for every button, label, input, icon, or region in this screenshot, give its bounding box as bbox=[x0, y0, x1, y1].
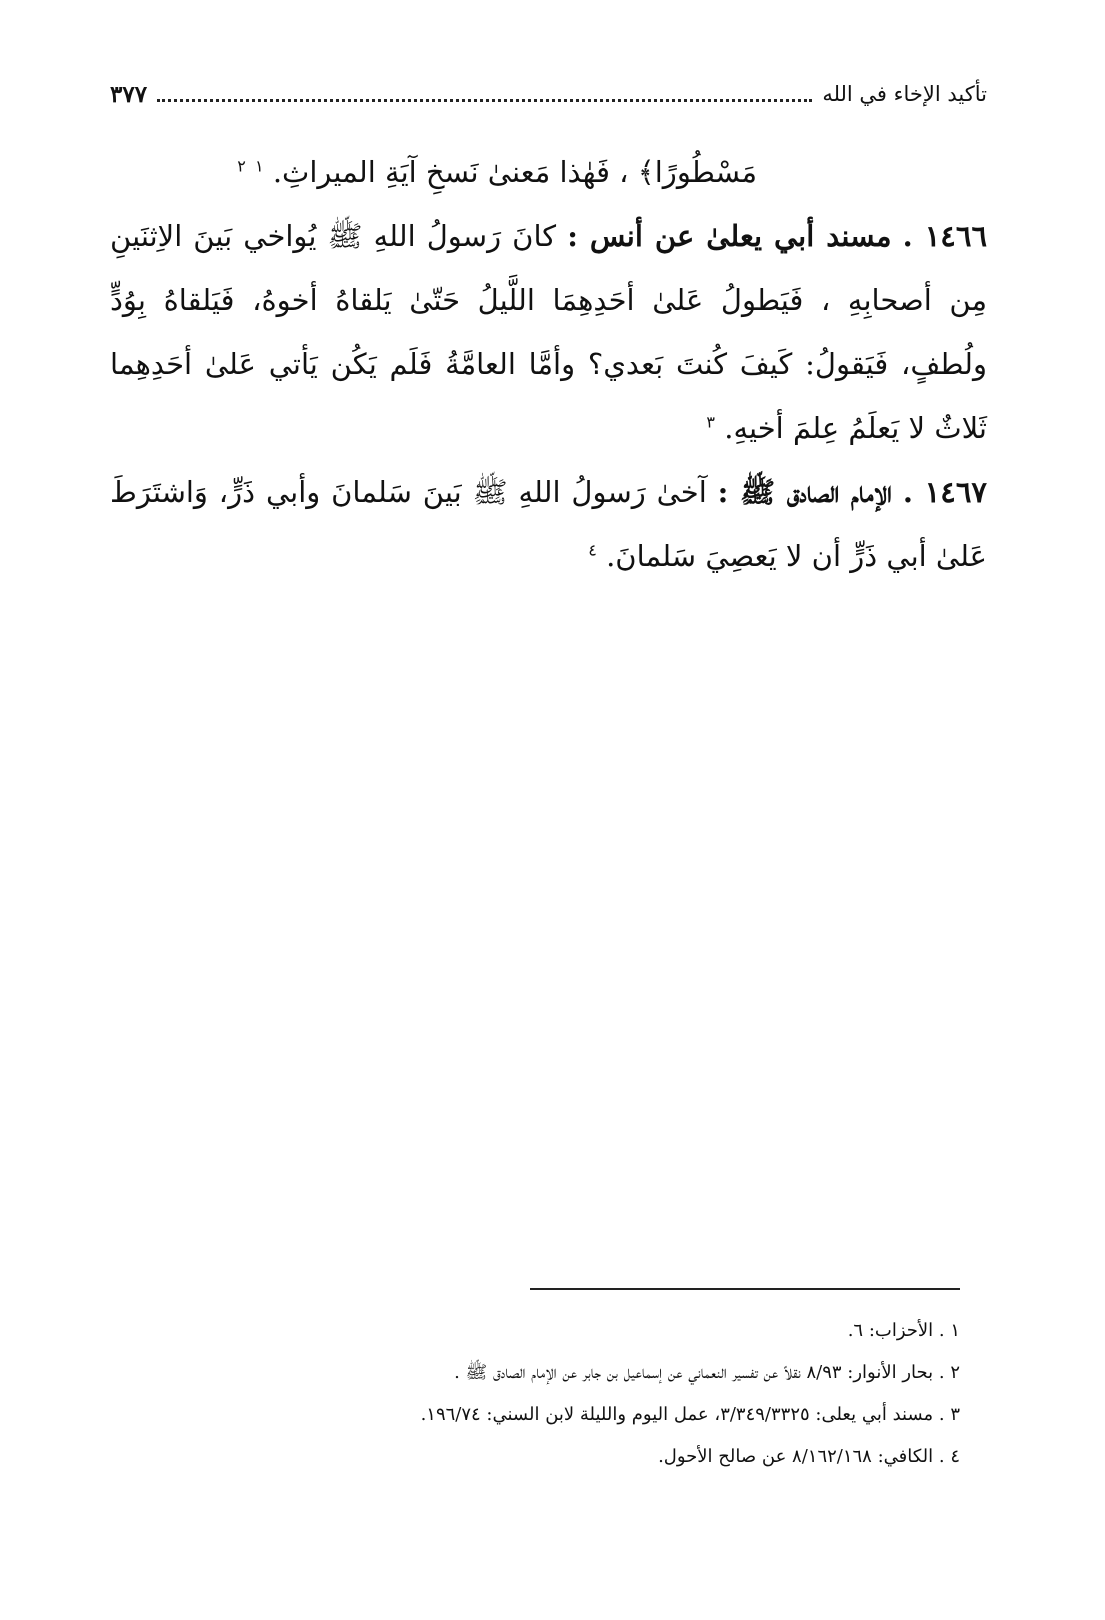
hadith-number: ١٤٦٦ . bbox=[902, 219, 988, 253]
footnote-separator bbox=[530, 1288, 960, 1290]
hadith-source: مسند أبي يعلىٰ عن أنس : bbox=[567, 219, 892, 253]
header-title: تأكيد الإخاء في الله bbox=[822, 82, 987, 106]
hadith-1467 bbox=[110, 460, 987, 588]
hadith-1466 bbox=[110, 204, 987, 460]
continuation-paragraph bbox=[110, 140, 987, 204]
footnote-4: ٤ . الكافي: ٨/١٦٢/١٦٨ عن صالح الأحول. bbox=[658, 1446, 960, 1467]
main-text bbox=[110, 140, 987, 588]
hadith-text: كانَ رَسولُ اللهِ ﷺ يُواخي بَينَ الاِثنَينِ مِن أصحابِهِ ، فَيَطولُ عَلىٰ أحَدِهِمَا اللَّيلُ حَتّىٰ يَلقاهُ أخوهُ، فَيَلقاهُ بِوُدٍّ ولُطفٍ، فَيَقولُ: كَيفَ كُنتَ بَعدي؟ وأمَّا العامَّةُ فَلَم يَكُن يَأتي عَلىٰ أحَدِهِما ثَلاثٌ لا يَعلَمُ عِلمَ أخيهِ. bbox=[110, 219, 987, 445]
footnote-1: ١ . الأحزاب: ٦. bbox=[847, 1320, 960, 1341]
footnote-3: ٣ . مسند أبي يعلى: ٣/٣٤٩/٣٣٢٥، عمل اليوم والليلة لابن السني: ١٩٦/٧٤. bbox=[420, 1404, 960, 1425]
footnote-marker: ١ bbox=[255, 156, 264, 176]
paragraph-text: مَسْطُورًا﴾ ، فَهٰذا مَعنىٰ نَسخِ آيَةِ الميراثِ. bbox=[272, 155, 757, 189]
footnote-2: ٢ . بحار الأنوار: ٨/٩٣ نقلاً عن تفسير النعماني عن إسماعيل بن جابر عن الإمام الصادق ﷺ . bbox=[454, 1362, 960, 1383]
footnote-marker: ٢ bbox=[237, 156, 246, 176]
hadith-source: الإمام الصادق ﷺ : bbox=[717, 475, 892, 509]
hadith-number: ١٤٦٧ . bbox=[902, 475, 987, 509]
header-dotted-leader bbox=[157, 87, 812, 102]
hadith-text: آخىٰ رَسولُ اللهِ ﷺ بَينَ سَلمانَ وأبي ذَرٍّ، وَاشتَرَطَ عَلىٰ أبي ذَرٍّ أن لا يَعصِيَ سَلمانَ. bbox=[110, 475, 987, 573]
running-header bbox=[110, 74, 987, 114]
footnote-marker: ٣ bbox=[706, 412, 716, 432]
page-number: ٣٧٧ bbox=[110, 80, 148, 108]
footnote-marker: ٤ bbox=[588, 540, 597, 560]
footnotes bbox=[200, 1310, 960, 1478]
